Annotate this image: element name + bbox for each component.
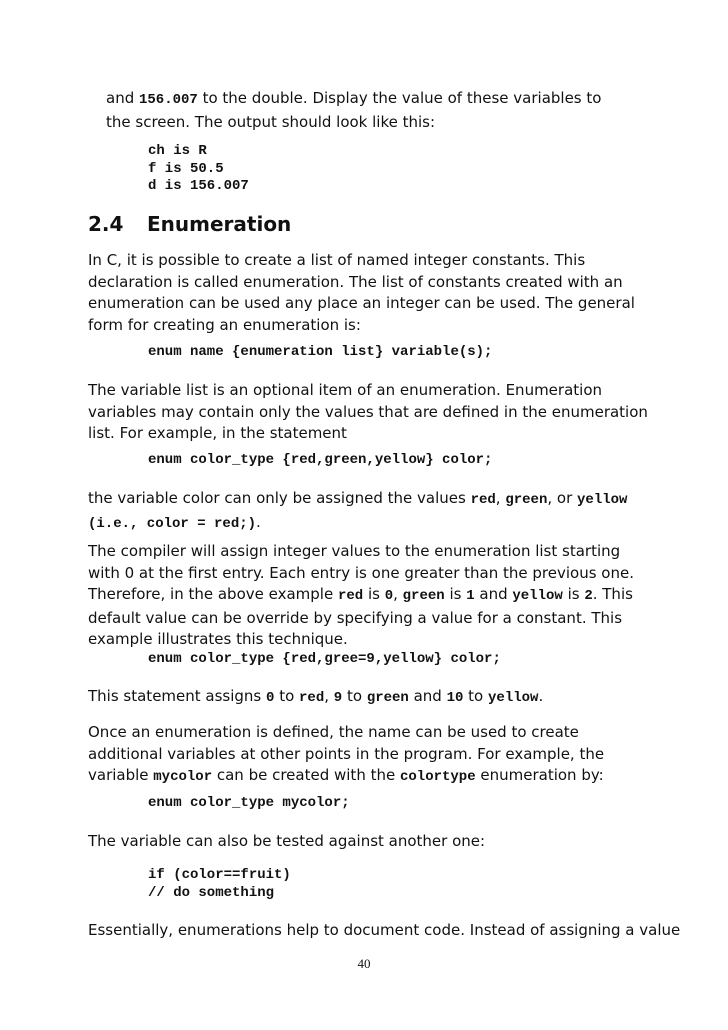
inline-code: 156.007 xyxy=(139,92,198,108)
section-title: Enumeration xyxy=(147,212,292,236)
paragraph-tested: The variable can also be tested against another one: xyxy=(88,832,486,850)
code-line: if (color==fruit) xyxy=(148,867,291,883)
page-number: 40 xyxy=(357,956,371,971)
paragraph-variable-list: The variable list is an optional item of an enumeration. Enumeration variables may contain only the values that are defined in the enumeration list. For example, in the statement xyxy=(88,381,648,442)
code-line: f is 50.5 xyxy=(148,160,224,177)
code-color-example: enum color_type {red,green,yellow} color; xyxy=(148,452,493,468)
section-number: 2.4 xyxy=(88,212,124,236)
code-general-form: enum name {enumeration list} variable(s); xyxy=(148,344,493,360)
code-line: // do something xyxy=(148,884,275,901)
output-code-block xyxy=(148,143,249,196)
code-mycolor: enum color_type mycolor; xyxy=(148,795,350,811)
code-if-block xyxy=(148,867,291,902)
section-heading xyxy=(88,212,291,236)
paragraph-statement-assigns: This statement assigns 0 to red, 9 to green and 10 to yellow. xyxy=(88,687,544,706)
paragraph-essentially: Essentially, enumerations help to document code. Instead of assigning a value xyxy=(88,921,681,939)
paragraph-compiler-values: The compiler will assign integer values to the enumeration list starting with 0 at the first entry. Each entry is one greater than the previous one. Therefore, in the above example red is 0, green is 1 and yellow is 2. This default value can be override by specifying a value for a constant. This example illustrates this technique. xyxy=(88,542,634,648)
code-line: d is 156.007 xyxy=(148,178,249,194)
paragraph-intro-enum: In C, it is possible to create a list of named integer constants. This declaration is called enumeration. The list of constants created with an enumeration can be used any place an integer can be used. The general form for creating an enumeration is: xyxy=(88,251,635,334)
code-override-example: enum color_type {red,gree=9,yellow} color; xyxy=(148,651,501,667)
intro-paragraph: and 156.007 to the double. Display the value of these variables to the screen. The output should look like this: xyxy=(106,89,602,131)
paragraph-once-defined: Once an enumeration is defined, the name can be used to create additional variables at other points in the program. For example, the variable mycolor can be created with the colortype enumeration by: xyxy=(88,723,605,785)
code-line: ch is R xyxy=(148,143,207,159)
paragraph-assign-values: the variable color can only be assigned the values red, green, or yellow (i.e., color = red;). xyxy=(88,489,628,532)
